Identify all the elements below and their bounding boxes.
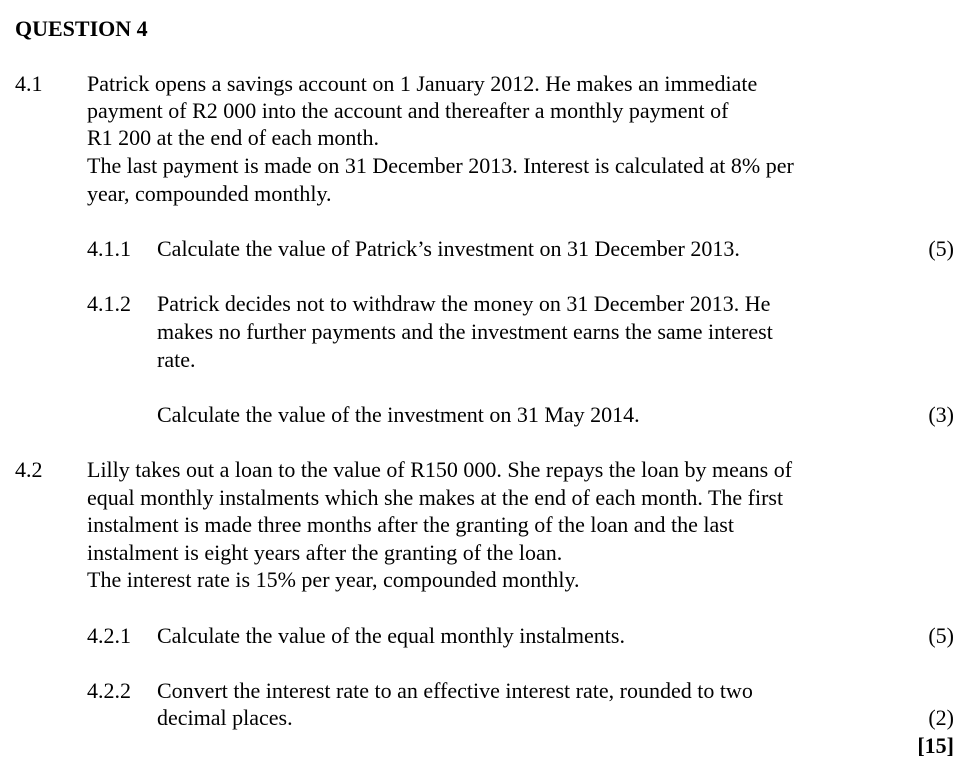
question-4-2-number: 4.2: [15, 457, 43, 482]
question-4-2-1-text: Calculate the value of the equal monthly instalments.: [157, 623, 625, 648]
question-4-1-2-marks: (3): [928, 402, 954, 427]
question-4-1-line: Patrick opens a savings account on 1 January 2012. He makes an immediate: [87, 71, 758, 96]
question-4-1-1-number: 4.1.1: [87, 236, 131, 261]
question-4-1-line: year, compounded monthly.: [87, 181, 332, 206]
total-marks: [15]: [917, 733, 954, 758]
question-4-1-2-line: rate.: [157, 347, 196, 372]
question-4-1-line: payment of R2 000 into the account and thereafter a monthly payment of: [87, 98, 729, 123]
question-4-1-number: 4.1: [15, 71, 43, 96]
question-4-1-2-number: 4.1.2: [87, 291, 131, 316]
question-4-1-2-line: makes no further payments and the investment earns the same interest: [157, 319, 773, 344]
question-4-2-line: The interest rate is 15% per year, compounded monthly.: [87, 567, 580, 592]
question-4-2-1-number: 4.2.1: [87, 623, 131, 648]
question-4-2-line: Lilly takes out a loan to the value of R150 000. She repays the loan by means of: [87, 457, 793, 482]
question-4-1-2-line: Patrick decides not to withdraw the money on 31 December 2013. He: [157, 291, 771, 316]
question-4-2-2-number: 4.2.2: [87, 678, 131, 703]
question-4-2-line: equal monthly instalments which she makes at the end of each month. The first: [87, 485, 784, 510]
question-title: QUESTION 4: [15, 16, 148, 41]
question-4-2-line: instalment is made three months after the granting of the loan and the last: [87, 512, 734, 537]
question-4-2-2-line: decimal places.: [157, 705, 293, 730]
question-4-1-line: The last payment is made on 31 December 2013. Interest is calculated at 8% per: [87, 153, 794, 178]
question-4-1-1-marks: (5): [928, 236, 954, 261]
question-4-2-line: instalment is eight years after the granting of the loan.: [87, 540, 563, 565]
question-4-2-1-marks: (5): [928, 623, 954, 648]
question-4-2-2-marks: (2): [928, 705, 954, 730]
question-4-1-line: R1 200 at the end of each month.: [87, 125, 380, 150]
question-4-2-2-line: Convert the interest rate to an effective interest rate, rounded to two: [157, 678, 753, 703]
question-4-1-1-text: Calculate the value of Patrick’s investment on 31 December 2013.: [157, 236, 740, 261]
question-4-1-2-question: Calculate the value of the investment on 31 May 2014.: [157, 402, 640, 427]
